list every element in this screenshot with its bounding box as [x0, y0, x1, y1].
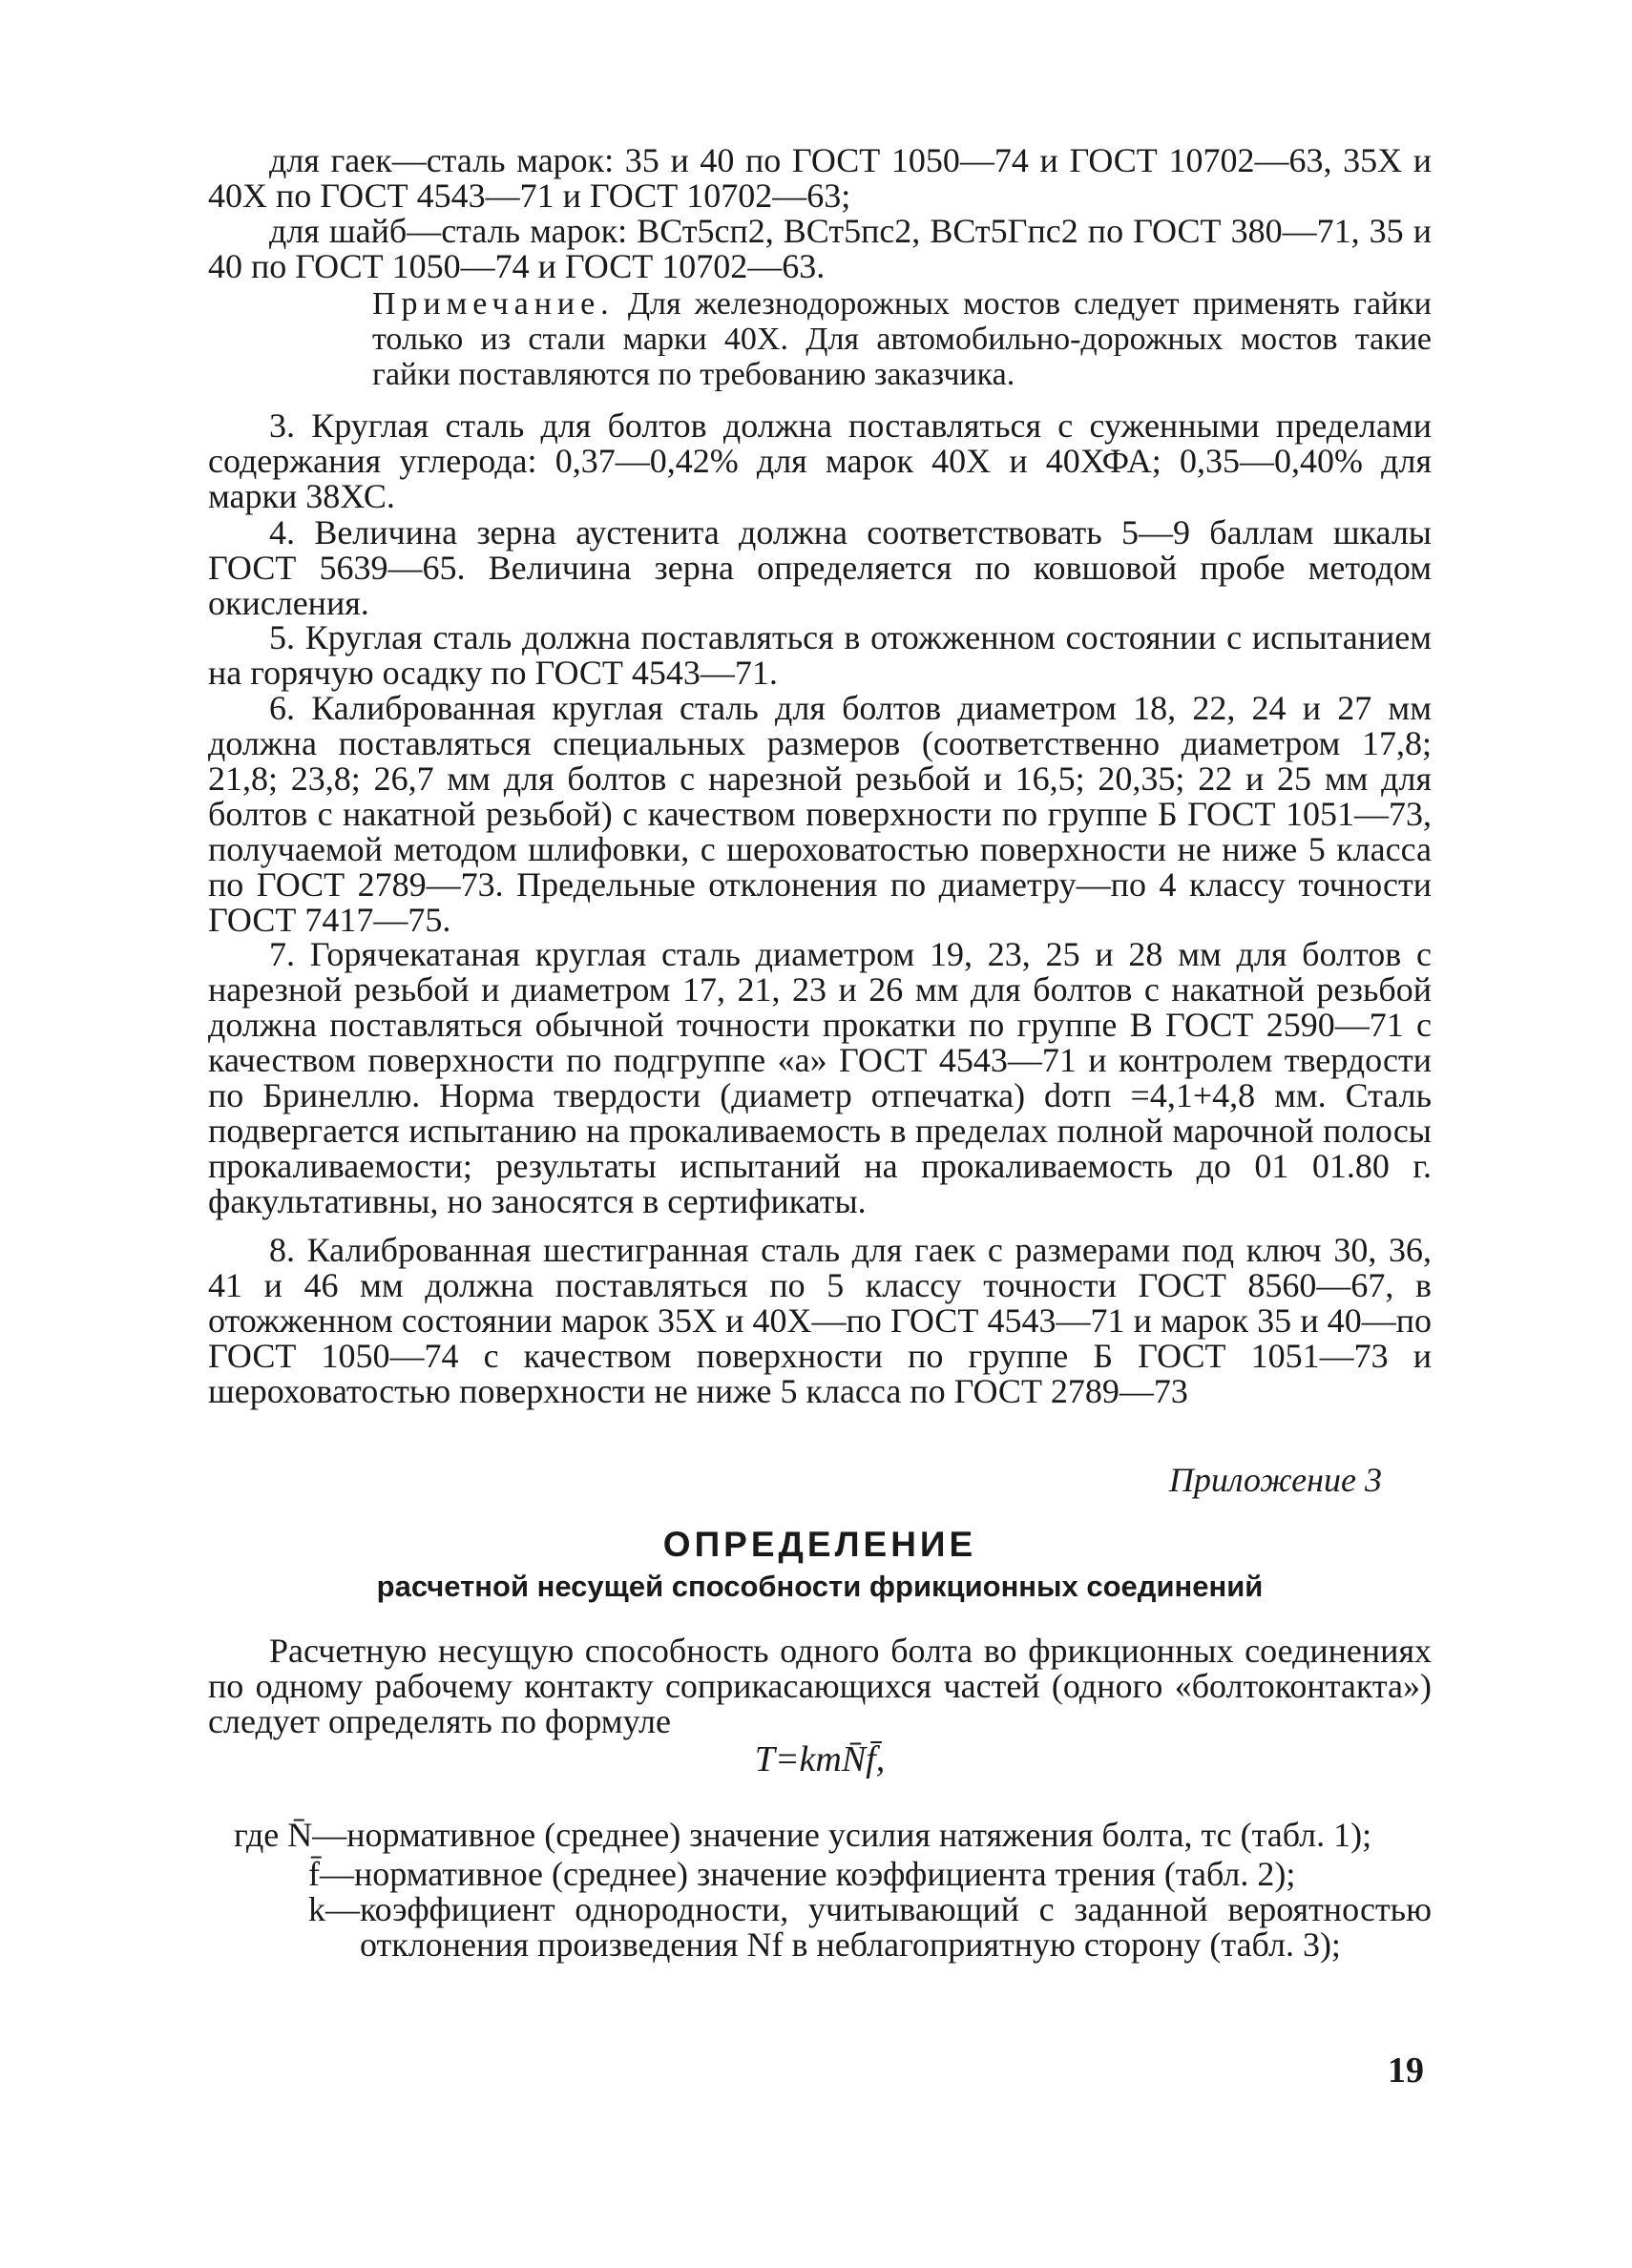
definition-text: нормативное (среднее) значение коэффициента трения (табл. 2);: [354, 1855, 1296, 1893]
item-4: 4. Величина зерна аустенита должна соответствовать 5—9 баллам шкалы ГОСТ 5639—65. Величина зерна определяется по ковшовой пробе методом окисления.: [208, 513, 1432, 622]
definition-item: [234, 1818, 1432, 1853]
item-8: 8. Калиброванная шестигранная сталь для гаек с размерами под ключ 30, 36, 41 и 46 мм должна поставляться по 5 классу точности ГОСТ 8560—67, в отожженном состоянии марок 35Х и 40Х—по ГОСТ 4543—71 и марок 35 и 40—по ГОСТ 1050—74 с качеством поверхности по группе Б ГОСТ 1051—73 и шероховатостью поверхности не ниже 5 класса по ГОСТ 2789—73: [208, 1231, 1432, 1410]
section-subtitle: расчетной несущей способности фрикционных соединений: [376, 1570, 1264, 1603]
section-title: ОПРЕДЕЛЕНИЕ: [662, 1525, 977, 1564]
note-label: Примечание.: [372, 286, 615, 322]
definition-text: нормативное (среднее) значение усилия натяжения болта, тс (табл. 1);: [346, 1816, 1372, 1854]
definition-text: коэффициент однородности, учитывающий с заданной вероятностью отклонения произведения Nf в неблагоприятную сторону (табл. 3);: [360, 1890, 1432, 1964]
definition-symbol: f̄—: [308, 1855, 354, 1893]
page-number: 19: [1388, 2050, 1424, 2091]
definition-symbol: где N̄—: [234, 1816, 347, 1854]
definition-item: [234, 1857, 1432, 1892]
intro-paragraph: Расчетную несущую способность одного болта во фрикционных соединениях по одному рабочему контакту соприкасающихся частей (одного «болтоконтакта») следует определять по формуле: [208, 1632, 1432, 1740]
definition-symbol: k—: [308, 1890, 360, 1928]
note-block: [372, 286, 1432, 392]
paragraph-nuts: для гаек—сталь марок: 35 и 40 по ГОСТ 1050—74 и ГОСТ 10702—63, 35Х и 40Х по ГОСТ 4543—71 и ГОСТ 10702—63;: [208, 141, 1432, 215]
definition-item: [234, 1892, 1432, 1963]
formula: T=kmN̄f̄,: [754, 1739, 886, 1779]
paragraph-washers: для шайб—сталь марок: ВСт5сп2, ВСт5пс2, ВСт5Гпс2 по ГОСТ 380—71, 35 и 40 по ГОСТ 1050—74 и ГОСТ 10702—63.: [208, 212, 1432, 285]
item-3: 3. Круглая сталь для болтов должна поставляться с суженными пределами содержания углерода: 0,37—0,42% для марок 40Х и 40ХФА; 0,35—0,40% для марки 38ХС.: [208, 406, 1432, 515]
definitions-list: [234, 1818, 1432, 1963]
item-7: 7. Горячекатаная круглая сталь диаметром 19, 23, 25 и 28 мм для болтов с нарезной резьбой и диаметром 17, 21, 23 и 26 мм для болтов с накатной резьбой должна поставляться обычной точности прокатки по группе В ГОСТ 2590—71 с качеством поверхности по подгруппе «а» ГОСТ 4543—71 и контролем твердости по Бринеллю. Норма твердости (диаметр отпечатка) dотп =4,1+4,8 мм. Сталь подвергается испытанию на прокаливаемость в пределах полной марочной полосы прокаливаемости; результаты испытаний на прокаливаемость до 01 01.80 г. факультативны, но заносятся в сертификаты.: [208, 935, 1432, 1220]
note-text: Для железнодорожных мостов следует применять гайки только из стали марки 40Х. Для автомобильно-дорожных мостов такие гайки поставляются по требованию заказчика.: [372, 286, 1433, 392]
appendix-label: Приложение 3: [1168, 1461, 1382, 1499]
item-6: 6. Калиброванная круглая сталь для болтов диаметром 18, 22, 24 и 27 мм должна поставляться специальных размеров (соответственно диаметром 17,8; 21,8; 23,8; 26,7 мм для болтов с нарезной резьбой и 16,5; 20,35; 22 и 25 мм для болтов с накатной резьбой) с качеством поверхности по группе Б ГОСТ 1051—73, получаемой методом шлифовки, с шероховатостью поверхности не ниже 5 класса по ГОСТ 2789—73. Предельные отклонения по диаметру—по 4 классу точности ГОСТ 7417—75.: [208, 689, 1432, 939]
item-5: 5. Круглая сталь должна поставляться в отожженном состоянии с испытанием на горячую осадку по ГОСТ 4543—71.: [208, 618, 1432, 692]
